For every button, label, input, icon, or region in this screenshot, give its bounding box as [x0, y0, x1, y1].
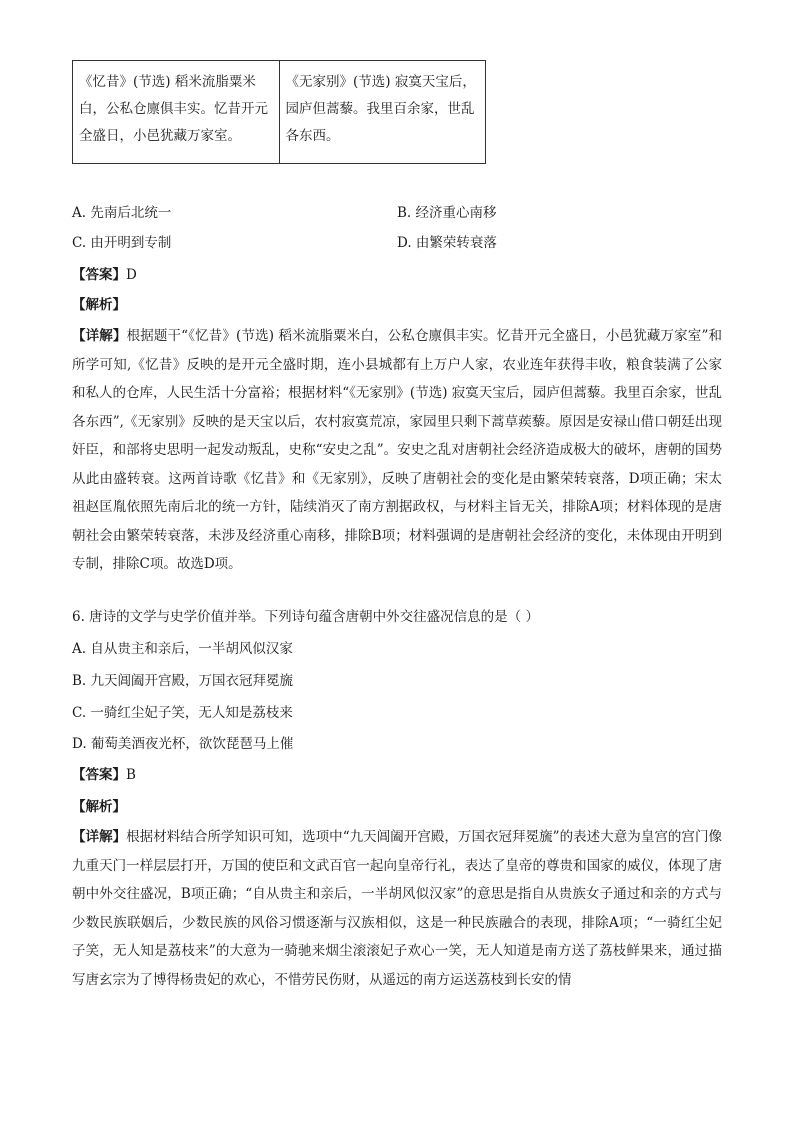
q5-answer — [72, 265, 137, 285]
q6-option-a: A. 自从贵主和亲后，一半胡风似汉家 — [72, 641, 293, 657]
poem-cell-wujiabie: 《无家别》(节选) 寂寞天宝后，园庐但蒿藜。我里百余家，世乱各东西。 — [279, 61, 486, 164]
q6-answer-value: B — [126, 767, 136, 783]
q6-analysis-label: 【解析】 — [72, 799, 126, 815]
q5-option-b: B. 经济重心南移 — [397, 205, 497, 221]
q5-option-a: A. 先南后北统一 — [72, 205, 172, 221]
q5-answer-label: 【答案】 — [72, 267, 126, 283]
q5-detail-paragraph — [72, 322, 722, 579]
q6-stem: 6. 唐诗的文学与史学价值并举。下列诗句蕴含唐朝中外交往盛况信息的是（ ） — [72, 609, 539, 625]
q6-answer-label: 【答案】 — [72, 767, 126, 783]
q5-answer-value: D — [126, 267, 137, 283]
q6-option-d: D. 葡萄美酒夜光杯，欲饮琵琶马上催 — [72, 736, 294, 752]
q6-option-c: C. 一骑红尘妃子笑，无人知是荔枝来 — [72, 705, 293, 721]
poem-cell-yixi: 《忆昔》(节选) 稻米流脂粟米白，公私仓廪俱丰实。忆昔开元全盛日，小邑犹藏万家室。 — [73, 61, 280, 164]
q6-detail-label: 【详解】 — [72, 829, 127, 845]
q6-detail-paragraph — [72, 823, 722, 994]
q5-option-d: D. 由繁荣转衰落 — [397, 235, 497, 251]
q6-option-b: B. 九天阊阖开宫殿，万国衣冠拜冕旒 — [72, 673, 294, 689]
q5-analysis-label: 【解析】 — [72, 297, 126, 313]
q5-detail-label: 【详解】 — [72, 328, 127, 344]
poem-table — [72, 60, 486, 164]
q5-option-c: C. 由开明到专制 — [72, 235, 172, 251]
q6-answer — [72, 765, 136, 785]
q5-detail-text: 根据题干“《忆昔》(节选) 稻米流脂粟米白，公私仓廪俱丰实。忆昔开元全盛日，小邑犹藏万家室”和所学可知,《忆昔》反映的是开元全盛时期，连小县城都有上万户人家，农业连年获得丰收，粮食装满了公家和私人的仓库，人民生活十分富裕；根据材料“《无家别》(节选) 寂寞天宝后，园庐但蒿藜。我里百余家，世乱各东西”,《无家别》反映的是天宝以后，农村寂寞荒凉，家园里只剩下蒿草蒺藜。原因是安禄山借口朝廷出现奸臣，和部将史思明一起发动叛乱，史称“安史之乱”。安史之乱对唐朝社会经济造成极大的破坏，唐朝的国势从此由盛转衰。这两首诗歌《忆昔》和《无家别》，反映了唐朝社会的变化是由繁荣转衰落，D项正确；宋太祖赵匡胤依照先南后北的统一方针，陆续消灭了南方割据政权，与材料主旨无关，排除A项；材料体现的是唐朝社会由繁荣转衰落，未涉及经济重心南移，排除B项；材料强调的是唐朝社会经济的变化，未体现由开明到专制，排除C项。故选D项。 — [72, 328, 722, 572]
q6-detail-text: 根据材料结合所学知识可知，选项中“九天阊阖开宫殿，万国衣冠拜冕旒”的表述大意为皇宫的宫门像九重天门一样层层打开，万国的使臣和文武百官一起向皇帝行礼，表达了皇帝的尊贵和国家的威仪，体现了唐朝中外交往盛况，B项正确；“自从贵主和亲后，一半胡风似汉家”的意思是指自从贵族女子通过和亲的方式与少数民族联姻后，少数民族的风俗习惯逐渐与汉族相似，这是一种民族融合的表现，排除A项；“一骑红尘妃子笑，无人知是荔枝来”的大意为一骑驰来烟尘滚滚妃子欢心一笑，无人知道是南方送了荔枝鲜果来，通过描写唐玄宗为了博得杨贵妃的欢心，不惜劳民伤财，从遥远的南方运送荔枝到长安的情 — [72, 829, 722, 988]
